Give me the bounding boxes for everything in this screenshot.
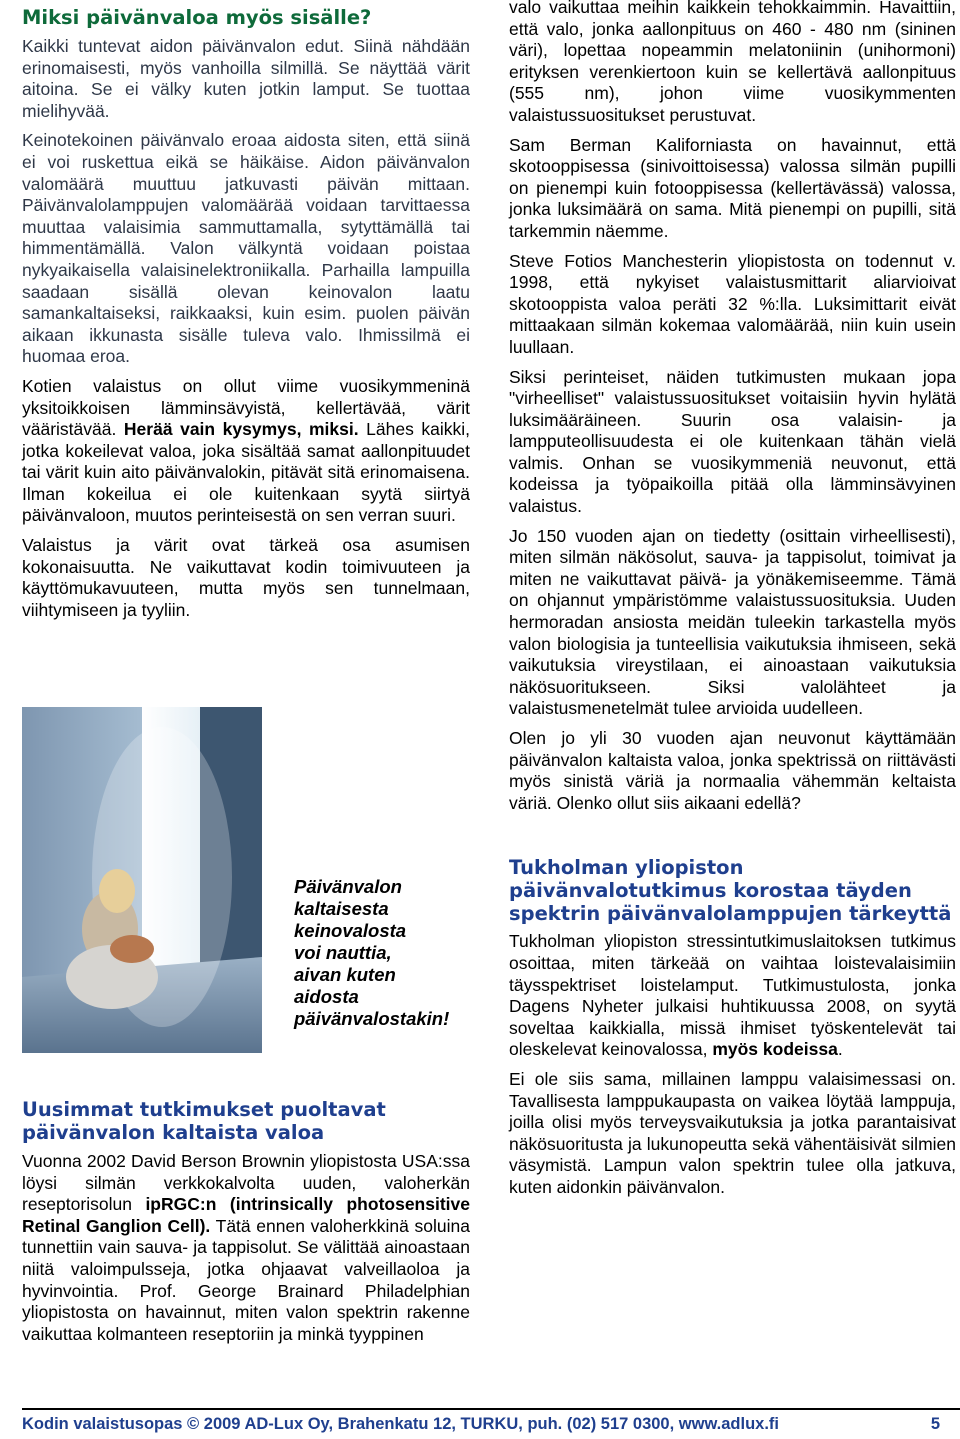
paragraph-home-lighting: Kotien valaistus on ollut viime vuosikymmeninä yksitoikkoisen lämminsävyistä, kellertävää, värit vääristävää. Herää vain kysymys, miksi. Lähes kaikki, jotka kokeilevat valoa, joka sisältää samat aallonpituudet tai värit kuin aito päivänvalokin, pitävät sitä erinomaisena. Ilman kokeilua ei ole kuitenkaan syytä siirtyä päivänvaloon, muutos perinteisestä on sen verran suuri.	[22, 375, 470, 526]
paragraph-lamp: Ei ole siis sama, millainen lamppu valaisimessasi on. Tavallisesta lamppukaupasta on vaikea löytää lamppuja, joilla olisi myös terveysvaikutuksia ja jotka parantaisivat näkösuoritusta ja lukunopeutta sekä vähentäisivät silmien väsymistä. Lampun valon spektrin tulee olla jatkuva, kuten aidonkin päivänvalon.	[509, 1068, 956, 1197]
iprgc-term: ipRGC:n (intrinsically photosensitive Retinal Ganglion Cell).	[22, 1194, 470, 1236]
paragraph-fotios: Steve Fotios Manchesterin yliopistosta on todennut v. 1998, että nykyiset valaistusmittarit aliarvioivat skotooppista valoa peräti 32 %:lla. Luksimittarit eivät mittaakaan silmän kokemaa valomäärää, niin kuin usein luullaan.	[509, 250, 956, 357]
left-column	[22, 0, 470, 621]
photo-caption: Päivänvalon kaltaisesta keinovalosta voi nauttia, aivan kuten aidosta päivänvalostakin!	[294, 876, 450, 1029]
paragraph-lighting-colors: Valaistus ja värit ovat tärkeä osa asumisen kokonaisuutta. Ne vaikuttavat kodin toimivuuteen ja käyttömukavuuteen, mutta myös sen tunnelmaan, viihtymiseen ja tyyliin.	[22, 535, 470, 620]
paragraph-wavelength: valo vaikuttaa meihin kaikkein tehokkaimmin. Havaittiin, että valo, jonka aallonpituus on 460 - 480 nm (sininen väri), lopettaa nopeammin melatoniinin (unihormoni) erityksen verenkiertoon kuin se kellertävä aallonpituus (555 nm), johon viime vuosikymmenten valaistussuositukset perustuvat.	[509, 0, 956, 125]
footer-divider	[22, 1408, 960, 1410]
research-heading: Uusimmat tutkimukset puoltavat päivänvalon kaltaista valoa	[22, 1098, 386, 1144]
paragraph-berson: Vuonna 2002 David Berson Brownin yliopistosta USA:ssa löysi silmän verkkokalvolta uuden, valoherkän reseptorisolun ipRGC:n (intrinsically photosensitive Retinal Ganglion Cell). Tätä ennen valoherkkinä soluina tunnettiin vain sauva- ja tappisolut. Se välittää ainoastaan niitä valoimpulsseja, jotka ohjaavat valveillaoloa ja hyvinvointia. Prof. George Brainard Philadelphian yliopistosta on havainnut, miten valon spektrin rakenne vaikuttaa kolmanteen reseptoriin ja minkä tyyppinen	[22, 1151, 470, 1344]
paragraph-stockholm: Tukholman yliopiston stressintutkimuslaitoksen tutkimus osoittaa, miten tärkeää on vaihtaa loistevalaisimiin täysspektriset loistelamput. Tutkimustulosta, jonka Dagens Nyheter julkaisi huhtikuussa 2008, on syytä soveltaa kaikkialla, missä ihmiset työskentelevät tai oleskelevat keinovalossa, myös kodeissa.	[509, 931, 956, 1060]
paragraph-150-years: Jo 150 vuoden ajan on tiedetty (osittain virheellisesti), miten silmän näkösolut, sauva- ja tappisolut, toimivat ja miten ne vaikuttavat päivä- ja yönäkemiseemme. Tämä on ohjannut ympäristömme valaistussuosituksia. Uuden hermoradan ansiosta meidän tuleekin tarkastella myös valon biologisia ja tunteellisia vaikutuksia ihmiseen, sekä vaikutuksia vireystilaan, ei ainoastaan vaikutuksia näkösuoritukseen. Siksi valolähteet ja valaistusmenetelmät tulee arvioida uudelleen.	[509, 525, 956, 719]
paragraph-30-years: Olen jo yli 30 vuoden ajan neuvonut käyttämään päivänvalon kaltaista valoa, jonka spektrissä on riittävästi myös sinistä väriä ja normaalia vähemmän keltaista väriä. Olenko ollut siis aikaani edellä?	[509, 728, 956, 813]
paragraph-berman: Sam Berman Kaliforniasta on havainnut, että skotooppisessa (sinivoittoisessa) valossa silmän pupilli on pienempi kuin fotooppisessa (kellertävässä) valossa, jonka luksimäärä on sama. Mitä pienempi on pupilli, sitä tarkemmin näemme.	[509, 134, 956, 241]
bold-homes: myös kodeissa	[712, 1039, 838, 1060]
stockholm-heading: Tukholman yliopiston päivänvalotutkimus korostaa täyden spektrin päivänvalolamppujen tärkeyttä	[509, 856, 952, 926]
footer-text: Kodin valaistusopas © 2009 AD-Lux Oy, Brahenkatu 12, TURKU, puh. (02) 517 0300, www.adlux.fi	[22, 1415, 780, 1433]
paragraph-recommendations: Siksi perinteiset, näiden tutkimusten mukaan jopa "virheelliset" valaistussuositukset voitaisiin hyvin hylätä luksimääräineen. Suurin osa valaisin- ja lampputeollisuudesta ei ole kuitenkaan tähän vielä valmis. Onhan se vuosikymmeniä neuvonut, että kodeissa ja työpaikoilla pitää olla lämminsävyinen valaistus.	[509, 366, 956, 517]
footer	[22, 1414, 942, 1434]
right-column	[509, 0, 956, 1199]
left-column-lower	[22, 1098, 470, 1345]
girl-by-window-photo	[22, 707, 262, 1053]
paragraph-artificial-daylight: Keinotekoinen päivänvalo eroaa aidosta siten, että siinä ei voi ruskettua eikä se häikäise. Aidon päivänvalon valomäärä muuttuu jatkuvasti päivän mittaan. Päivänvalolamppujen valomäärää voidaan tarvittaessa muuttaa valaisimia sammuttamalla, sytyttämällä tai himmentämällä. Valon välkyntä voidaan poistaa nykyaikaisella valaisinelektroniikalla. Parhailla lampuilla saadaan sisällä olevan keinovalon laatu samankaltaiseksi, raikkaaksi, kuin esim. puolen päivän aikaan ikkunasta sisälle tuleva valo. Ihmissilmä ei huomaa eroa.	[22, 130, 470, 367]
bold-question: Herää vain kysymys, miksi.	[123, 419, 359, 440]
main-heading: Miksi päivänvaloa myös sisälle?	[22, 6, 372, 29]
page-number: 5	[930, 1415, 940, 1433]
intro-paragraph: Kaikki tuntevat aidon päivänvalon edut. Siinä nähdään erinomaisesti, myös vanhoilla silmillä. Se näyttää värit aitoina. Se ei välky kuten jotkin lamput. Se tuottaa mielihyvää.	[22, 36, 470, 121]
